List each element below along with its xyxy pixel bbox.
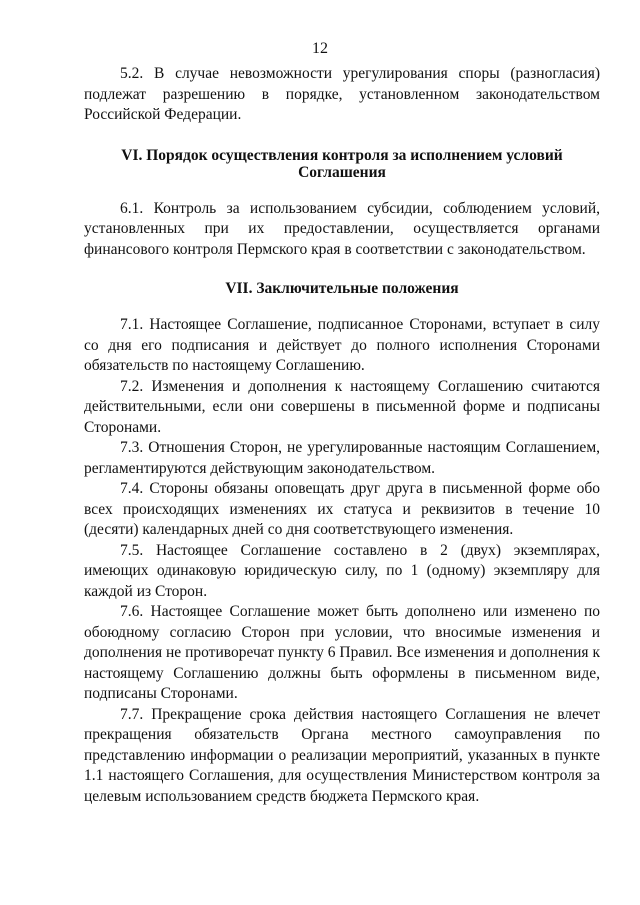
paragraph-7-5: 7.5. Настоящее Соглашение составлено в 2 (двух) экземплярах, имеющих одинаковую юридическую силу, по 1 (одному) экземпляру для каждой из Сторон. [84, 541, 600, 600]
paragraph-5-2: 5.2. В случае невозможности урегулирования споры (разногласия) подлежат разрешению в порядке, установленном законодательством Российской Федерации. [84, 65, 600, 123]
paragraph-7-4: 7.4. Стороны обязаны оповещать друг друга в письменной форме обо всех происходящих изменениях их статуса и реквизитов в течение 10 (десяти) календарных дней со дня соответствующего изменения. [84, 480, 600, 538]
section-6-heading-line-2: Соглашения [298, 163, 386, 181]
section-6-heading [84, 147, 600, 181]
paragraph-6-1: 6.1. Контроль за использованием субсидии, соблюдением условий, установленных при их предоставлении, осуществляется органами финансового контроля Пермского края в соответствии с законодательством. [84, 199, 600, 258]
section-6-heading-line-1: VI. Порядок осуществления контроля за исполнением условий [121, 146, 563, 164]
paragraph-7-6: 7.6. Настоящее Соглашение может быть дополнено или изменено по обоюдному согласию Сторон при условии, что вносимые изменения и дополнения не противоречат пункту 6 Правил. Все изменения и дополнения к настоящему Соглашению должны быть оформлены в письменном виде, подписаны Сторонами. [84, 603, 600, 702]
paragraph-7-7: 7.7. Прекращение срока действия настоящего Соглашения не влечет прекращения обязательств Органа местного самоуправления по представлению информации о реализации мероприятий, указанных в пункте 1.1 настоящего Соглашения, для осуществления Министерством контроля за целевым использованием средств бюджета Пермского края. [84, 705, 600, 805]
page-number: 12 [312, 40, 328, 57]
paragraph-7-2: 7.2. Изменения и дополнения к настоящему Соглашению считаются действительными, если они совершены в письменной форме и подписаны Сторонами. [84, 377, 600, 436]
paragraph-7-1: 7.1. Настоящее Соглашение, подписанное Сторонами, вступает в силу со дня его подписания и действует до полного исполнения Сторонами обязательств по настоящему Соглашению. [84, 316, 600, 374]
section-7-heading: VII. Заключительные положения [225, 280, 459, 297]
paragraph-7-3: 7.3. Отношения Сторон, не урегулированные настоящим Соглашением, регламентируются действующим законодательством. [84, 439, 600, 477]
document-body [84, 64, 600, 807]
